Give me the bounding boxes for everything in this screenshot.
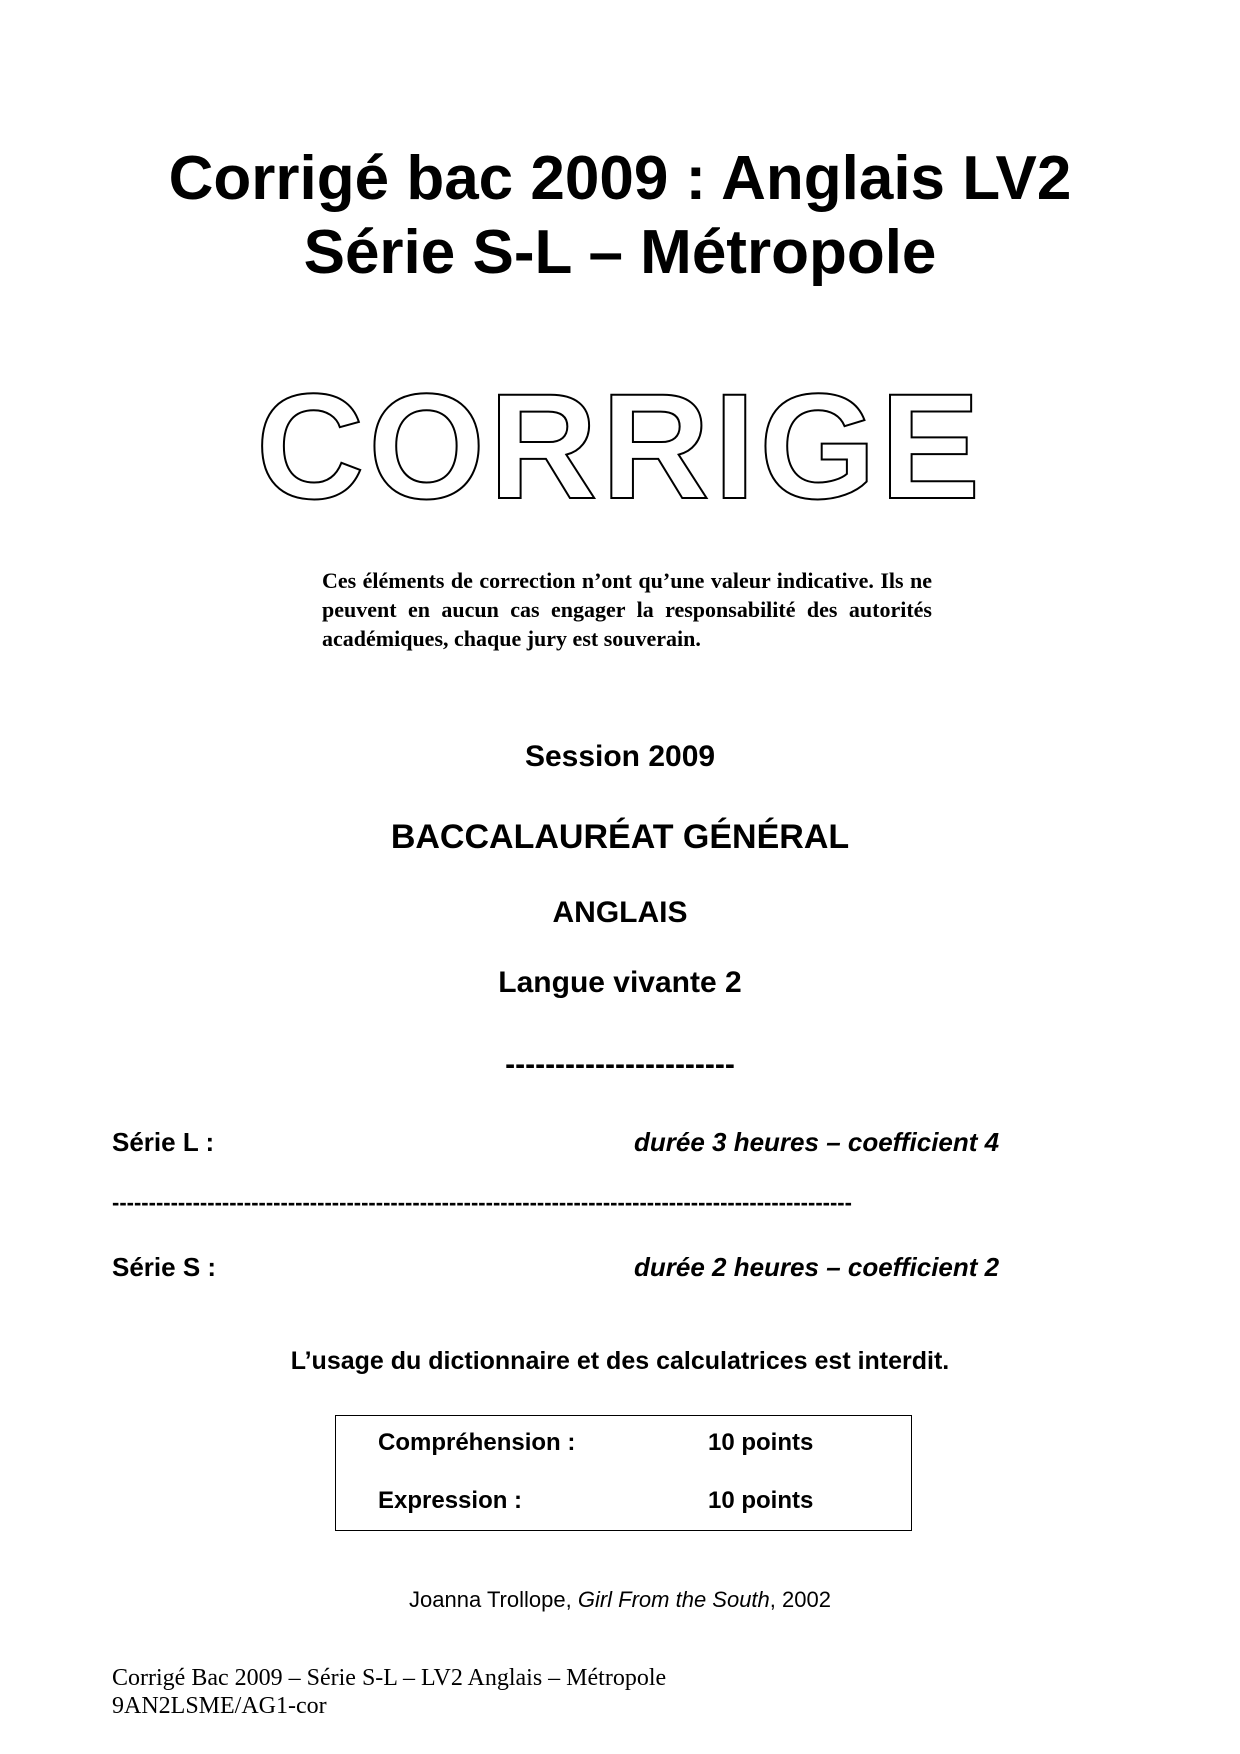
exam-rule: L’usage du dictionnaire et des calculatrices est interdit. — [290, 1347, 950, 1375]
expression-label: Expression : — [378, 1487, 523, 1514]
page-title-line1: Corrigé bac 2009 : Anglais LV2 — [168, 144, 1072, 213]
session-heading: Session 2009 — [524, 740, 716, 773]
language-level-heading: Langue vivante 2 — [498, 966, 742, 999]
scoring-box — [335, 1415, 912, 1531]
comprehension-label: Compréhension : — [378, 1429, 576, 1456]
series-l-duration: durée 3 heures – coefficient 4 — [634, 1127, 1000, 1157]
footer-line2: 9AN2LSME/AG1-cor — [112, 1693, 327, 1719]
long-separator: ----------------------------------------------------------------------------------------------------- — [112, 1190, 852, 1215]
exam-heading: BACCALAURÉAT GÉNÉRAL — [390, 818, 850, 856]
footer-line1: Corrigé Bac 2009 – Série S-L – LV2 Anglais – Métropole — [112, 1665, 667, 1691]
subject-heading: ANGLAIS — [552, 896, 688, 929]
series-s-duration: durée 2 heures – coefficient 2 — [634, 1252, 1000, 1282]
page-title-line2: Série S-L – Métropole — [303, 218, 937, 287]
credit-author: Joanna Trollope, — [409, 1587, 578, 1612]
credit-work-title: Girl From the South — [577, 1587, 770, 1612]
corrige-watermark: CORRIGE — [255, 362, 985, 530]
series-l-label: Série L : — [112, 1127, 215, 1157]
disclaimer-text: Ces éléments de correction n’ont qu’une valeur indicative. Ils ne peuvent en aucun cas engager la responsabilité des autorités académiques, chaque jury est souverain. — [322, 568, 932, 651]
comprehension-points: 10 points — [708, 1429, 814, 1456]
expression-points: 10 points — [708, 1487, 814, 1514]
short-separator: ----------------------- — [505, 1048, 735, 1081]
series-s-label: Série S : — [112, 1252, 217, 1282]
source-credit — [0, 1587, 1240, 1613]
credit-year: , 2002 — [769, 1587, 831, 1612]
